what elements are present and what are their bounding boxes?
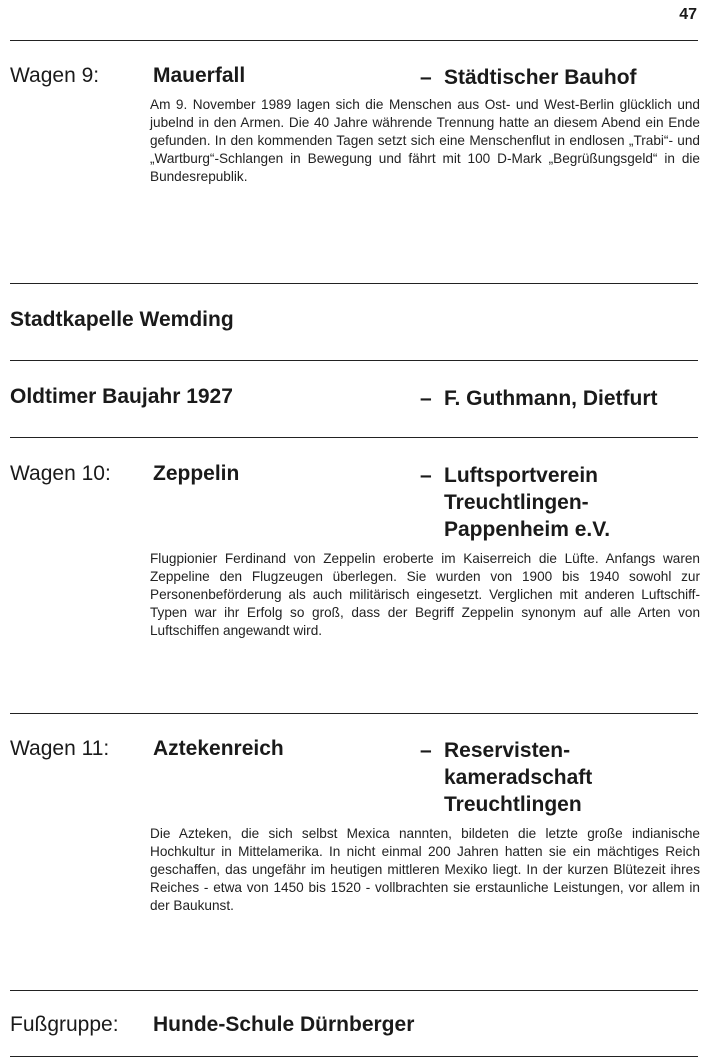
entry-wagen-9 xyxy=(10,64,700,184)
entry-title: Aztekenreich xyxy=(153,737,284,760)
entry-sponsor xyxy=(420,385,702,412)
entry-title: Mauerfall xyxy=(153,64,246,87)
entry-wagen-11 xyxy=(10,737,700,913)
entry-description: Am 9. November 1989 lagen sich die Menschen aus Ost- und West-Berlin glücklich und jubelnd in den Armen. Die 40 Jahre währende Trennung hatte an diesem Abend ein Ende gefunden. In den kommenden Tagen setzt sich eine Menschenflut in endlosen „Trabi“- und „Wartburg“-Schlangen in Bewegung und fährt mit 100 D-Mark „Begrüßungsgeld“ in die Bundesrepublik. xyxy=(150,97,700,184)
entry-sponsor xyxy=(420,462,702,543)
entry-oldtimer xyxy=(10,385,700,413)
divider xyxy=(10,990,698,991)
entry-label: Wagen 9: xyxy=(10,64,100,87)
entry-label: Wagen 10: xyxy=(10,462,111,485)
sponsor-name: Reservisten-kameradschaft Treuchtlingen xyxy=(444,739,593,816)
entry-description: Die Azteken, die sich selbst Mexica nannten, bildeten die letzte große indianische Hochkultur in Mittelamerika. In nicht einmal 200 Jahren hatten sie ein mächtiges Reich geschaffen, das ungefähr im heutigen mittleren Mexiko liegt. In der kurzen Blütezeit ihres Reiches - etwa von 1450 bis 1520 - vollbrachten sie erstaunliche Leistungen, vor allem in der Baukunst. xyxy=(150,826,700,913)
divider xyxy=(10,713,698,714)
sponsor-dash: – xyxy=(420,66,432,89)
entry-title: Hunde-Schule Dürnberger xyxy=(153,1013,415,1036)
entry-description: Flugpionier Ferdinand von Zeppelin eroberte im Kaiserreich die Lüfte. Anfangs waren Zeppeline den Flugzeugen überlegen. Sie wurden von 1900 bis 1940 sowohl zur Personenbeförderung als auch militärisch eingesetzt. Verglichen mit anderen Luftschiff-Typen war ihr Erfolg so groß, dass der Begriff Zeppelin synonym auf alle Arten von Luftschiffen angewandt wird. xyxy=(150,551,700,638)
entry-fussgruppe xyxy=(10,1013,700,1041)
sponsor-name: F. Guthmann, Dietfurt xyxy=(444,387,658,410)
entry-title: Oldtimer Baujahr 1927 xyxy=(10,385,233,408)
divider xyxy=(10,283,698,284)
sponsor-dash: – xyxy=(420,387,432,410)
page-number: 47 xyxy=(679,6,697,23)
entry-label: Fußgruppe: xyxy=(10,1013,119,1036)
divider xyxy=(10,360,698,361)
divider xyxy=(10,40,698,41)
entry-wagen-10 xyxy=(10,462,700,638)
sponsor-dash: – xyxy=(420,464,432,487)
sponsor-name: Luftsportverein Treuchtlingen-Pappenheim e.V. xyxy=(444,464,611,541)
divider xyxy=(10,1056,698,1057)
sponsor-dash: – xyxy=(420,739,432,762)
entry-sponsor xyxy=(420,737,702,818)
sponsor-name: Städtischer Bauhof xyxy=(444,66,637,89)
entry-stadtkapelle xyxy=(10,308,700,336)
entry-sponsor xyxy=(420,64,702,91)
divider xyxy=(10,437,698,438)
entry-title: Zeppelin xyxy=(153,462,240,485)
entry-title: Stadtkapelle Wemding xyxy=(10,308,234,331)
entry-label: Wagen 11: xyxy=(10,737,110,760)
